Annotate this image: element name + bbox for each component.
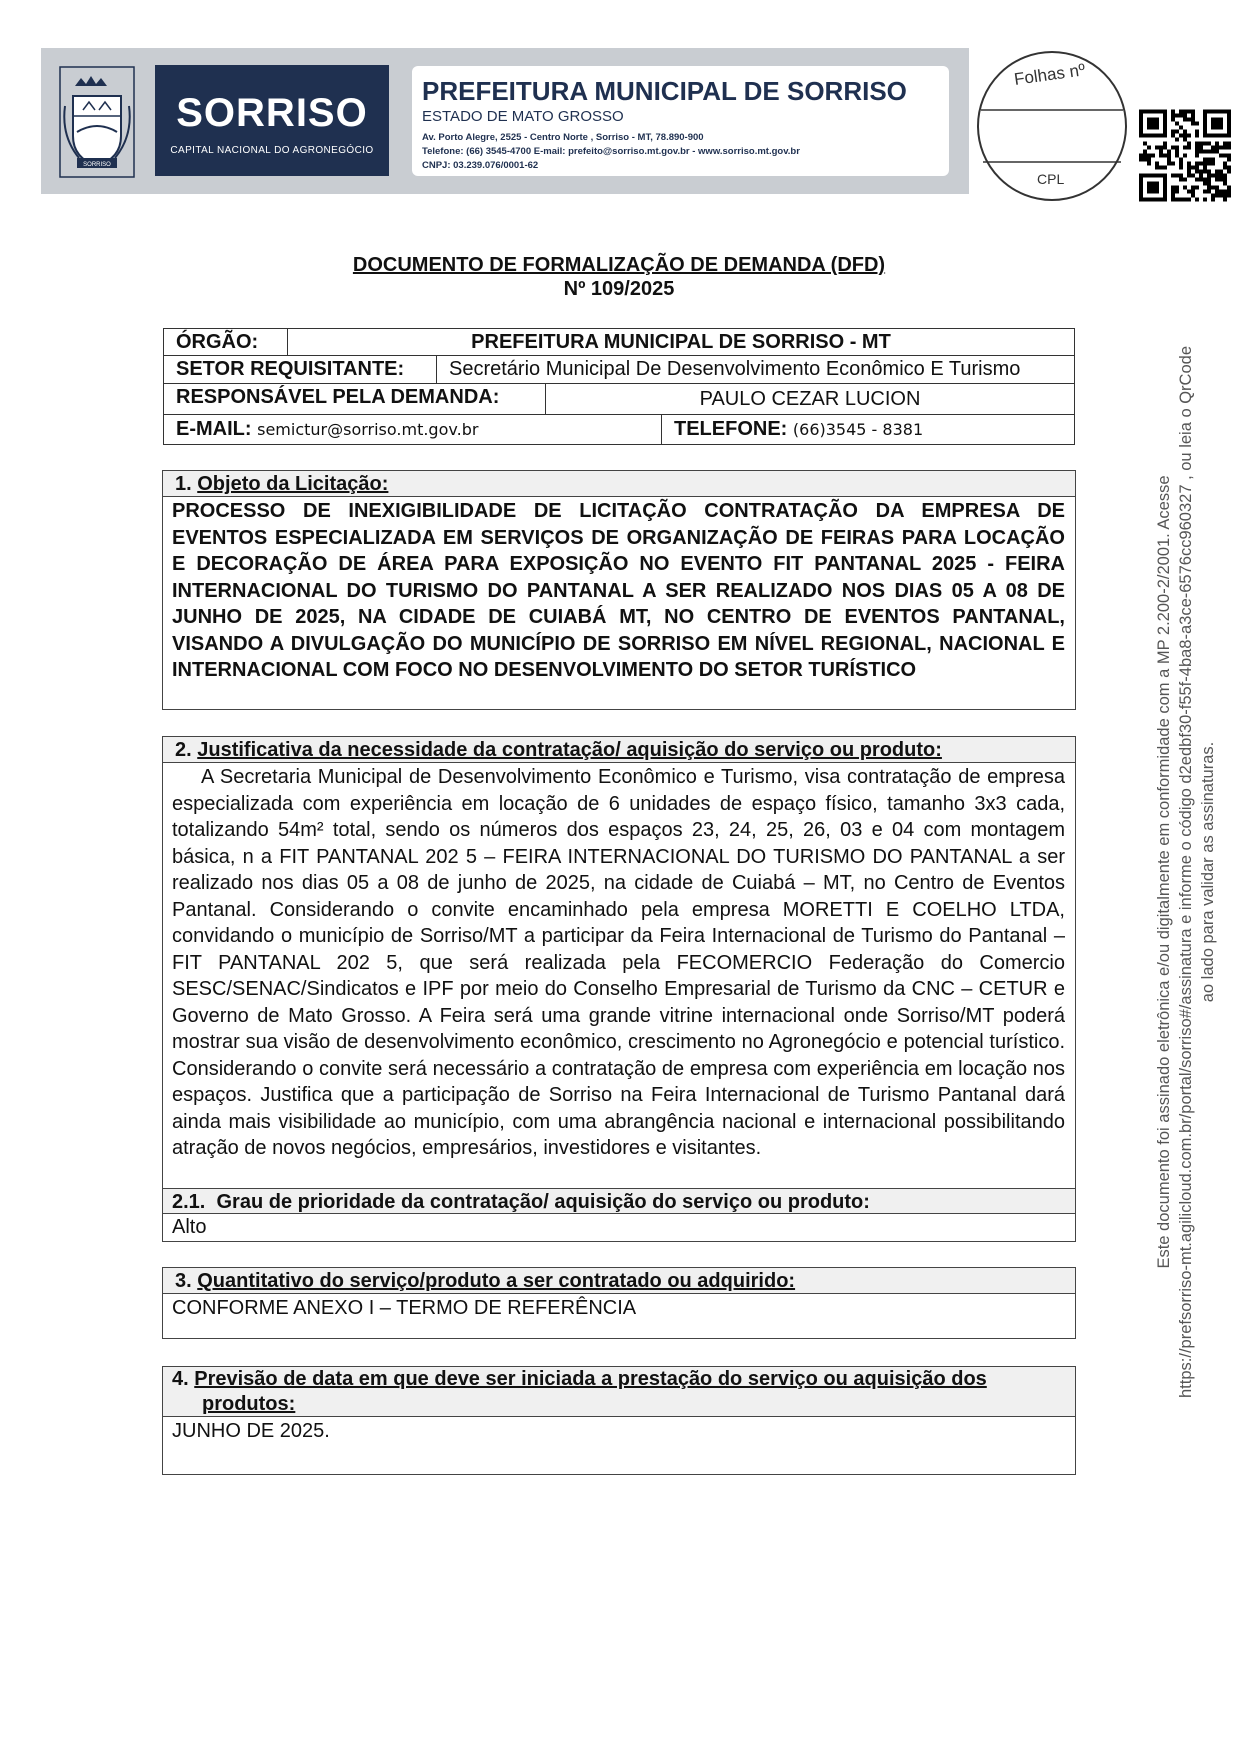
header-banner — [41, 48, 969, 194]
side-note-line-2: https://prefsorriso-mt.agilicloud.com.br/portal/sorriso#/assinatura e informe o código d2edbf30-f55f-4ba8-a3ce-6576cc960327 , ou leia o QrCode — [1177, 346, 1195, 1398]
side-note-line-1: Este documento foi assinado eletrônica e/ou digitalmente em conformidade com a MP 2.200-2/2001. Acesse — [1155, 475, 1173, 1269]
telefone-cell — [661, 415, 1074, 444]
brand-subtitle: CAPITAL NACIONAL DO AGRONEGÓCIO — [170, 145, 374, 156]
section-4-number: 4. — [172, 1368, 189, 1390]
signature-verification-note — [1153, 252, 1219, 1492]
row-responsavel — [164, 384, 1074, 415]
prefeitura-title: PREFEITURA MUNICIPAL DE SORRISO — [422, 76, 907, 106]
telefone-label: TELEFONE: — [674, 418, 788, 440]
row-setor — [164, 356, 1074, 384]
setor-label: SETOR REQUISITANTE: — [176, 358, 405, 380]
section-3-number: 3. — [175, 1270, 192, 1292]
section-2-number: 2. — [175, 739, 192, 761]
row-contato — [164, 415, 1074, 444]
cnpj: CNPJ: 03.239.076/0001-62 — [422, 160, 539, 171]
setor-value: Secretário Municipal De Desenvolvimento Econômico E Turismo — [436, 356, 1074, 383]
document-number: Nº 109/2025 — [563, 278, 675, 300]
section-3-header — [163, 1268, 1075, 1294]
info-table — [163, 328, 1075, 445]
section-2-paragraph: A Secretaria Municipal de Desenvolvimento Econômico e Turismo, visa contratação de empresa especializada com experiência em locação de 6 unidades de espaço físico, tamanho 3x3 cada, totalizando 54m² total, sendo os números dos espaços 23, 24, 25, 26, 03 e 04 com montagem básica, n a FIT PANTANAL 202 5 – FEIRA INTERNACIONAL DO TURISMO DO PANTANAL a ser realizado nos dias 05 a 08 de junho de 2025, na cidade de Cuiabá – MT, no Centro de Eventos Pantanal. Considerando o convite encaminhado pela empresa MORETTI E COELHO LTDA, convidando o município de Sorriso/MT a participar da Feira Internacional de Turismo do Pantanal – FIT PANTANAL 202 5, que será realizada pela FECOMERCIO Federação do Comercio SESC/SENAC/Sindicatos e IPF por meio do Conselho Empresarial de Turismo da CNC – CETUR e Governo de Mato Grosso. A Feira será uma grande vitrine internacional onde Sorriso/MT poderá mostrar sua visão de desenvolvimento econômico, crescimento no Agronegócio e potencial turístico. Considerando o convite será necessário a contratação de empresa com experiência em locação nos espaços. Justifica que a participação de Sorriso na Feira Internacional de Turismo Pantanal dará ainda mais visibilidade ao município, com uma abrangência nacional e internacional possibilitando atração de novos negócios, empresários, investidores e visitantes. — [172, 766, 1065, 1159]
crest-label: SORRISO — [83, 162, 111, 168]
section-2-1-title: Grau de prioridade da contratação/ aquisição do serviço ou produto: — [216, 1191, 870, 1213]
side-note-line-3: ao lado para validar as assinaturas. — [1199, 741, 1217, 1003]
section-4-title-line-1: Previsão de data em que deve ser iniciada a prestação do serviço ou aquisição dos — [194, 1368, 987, 1390]
prefeitura-info — [412, 66, 949, 176]
section-2-1-header — [163, 1188, 1075, 1214]
section-1-header — [163, 471, 1075, 497]
orgao-value: PREFEITURA MUNICIPAL DE SORRISO - MT — [287, 329, 1074, 355]
section-1-title: Objeto da Licitação: — [197, 473, 389, 495]
row-orgao — [164, 329, 1074, 356]
section-quantitativo — [162, 1267, 1076, 1339]
address: Av. Porto Alegre, 2525 - Centro Norte , Sorriso - MT, 78.890-900 — [422, 132, 704, 143]
email-cell — [164, 415, 661, 444]
folhas-stamp — [975, 50, 1130, 202]
coat-of-arms-icon — [59, 66, 135, 178]
previsao-value: JUNHO DE 2025. — [172, 1420, 330, 1442]
brand-logo — [155, 65, 389, 176]
section-1-number: 1. — [175, 473, 192, 495]
telefone-value: (66)3545 - 8381 — [792, 420, 924, 439]
section-2-title: Justificativa da necessidade da contratação/ aquisição do serviço ou produto: — [197, 739, 942, 761]
contact-line: Telefone: (66) 3545-4700 E-mail: prefeito@sorriso.mt.gov.br - www.sorriso.mt.gov.br — [422, 146, 800, 157]
quantitativo-value: CONFORME ANEXO I – TERMO DE REFERÊNCIA — [172, 1297, 637, 1319]
section-4-header — [163, 1367, 1075, 1417]
state-name: ESTADO DE MATO GROSSO — [422, 108, 624, 125]
section-3-title: Quantitativo do serviço/produto a ser contratado ou adquirido: — [197, 1270, 796, 1292]
qr-code-icon — [1139, 109, 1231, 202]
email-value: semictur@sorriso.mt.gov.br — [257, 420, 479, 439]
section-4-title-line-2: produtos: — [202, 1393, 296, 1415]
orgao-label: ÓRGÃO: — [176, 331, 259, 353]
brand-name: SORRISO — [176, 91, 368, 135]
section-2-header — [163, 737, 1075, 763]
responsavel-value: PAULO CEZAR LUCION — [545, 384, 1074, 414]
section-objeto — [162, 470, 1076, 710]
stamp-top-label: Folhas nº — [1012, 60, 1087, 89]
document-title: DOCUMENTO DE FORMALIZAÇÃO DE DEMANDA (DFD) — [352, 254, 886, 276]
section-1-body: PROCESSO DE INEXIGIBILIDADE DE LICITAÇÃO CONTRATAÇÃO DA EMPRESA DE EVENTOS ESPECIALIZADA EM SERVIÇOS DE ORGANIZAÇÃO DE FEIRAS PARA LOCAÇÃO E DECORAÇÃO DE ÁREA PARA EXPOSIÇÃO NO EVENTO FIT PANTANAL 2025 - FEIRA INTERNACIONAL DO TURISMO DO PANTANAL A SER REALIZADO NOS DIAS 05 A 08 DE JUNHO DE 2025, NA CIDADE DE CUIABÁ MT, NO CENTRO DE EVENTOS PANTANAL, VISANDO A DIVULGAÇÃO DO MUNICÍPIO DE SORRISO EM NÍVEL REGIONAL, NACIONAL E INTERNACIONAL COM FOCO NO DESENVOLVIMENTO DO SETOR TURÍSTICO — [172, 500, 1065, 681]
responsavel-label: RESPONSÁVEL PELA DEMANDA: — [176, 386, 500, 408]
section-2-body — [172, 764, 1065, 1162]
stamp-bottom-label: CPL — [1037, 171, 1065, 187]
section-2-1-number: 2.1. — [172, 1191, 206, 1213]
section-justificativa — [162, 736, 1076, 1242]
priority-value: Alto — [172, 1216, 207, 1238]
email-label: E-MAIL: — [176, 418, 252, 440]
section-previsao — [162, 1366, 1076, 1475]
